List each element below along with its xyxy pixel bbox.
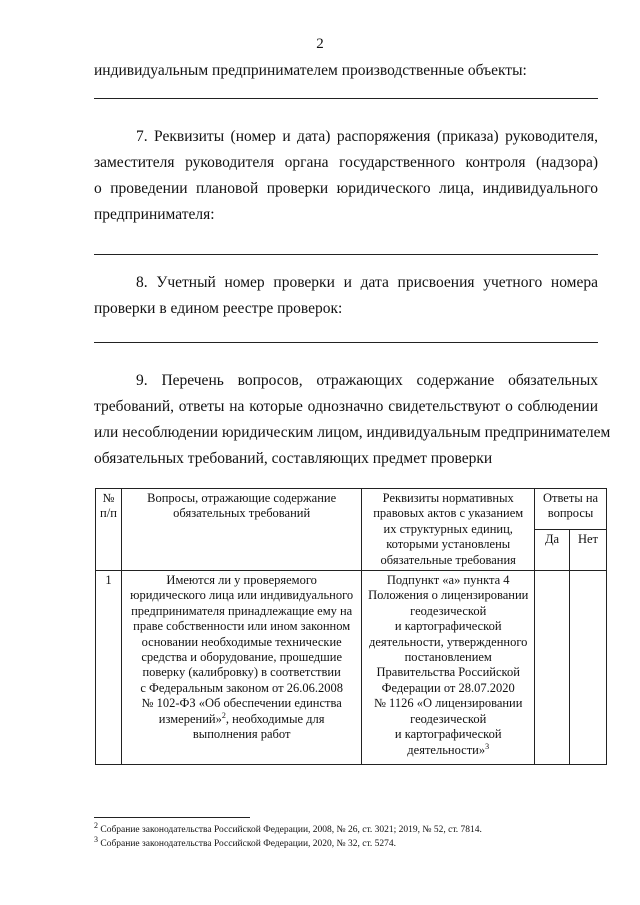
footnote-separator (94, 817, 250, 818)
paragraph-line: индивидуальным предпринимателем производственные объекты: (94, 62, 527, 79)
footnote-ref: 2 (221, 710, 226, 720)
paragraph-line: 9. Перечень вопросов, отражающих содержание обязательных (136, 372, 598, 389)
paragraph-line: предпринимателя: (94, 206, 215, 223)
answer-yes-cell[interactable] (535, 571, 570, 765)
paragraph-line: обязательных требований, составляющих предмет проверки (94, 450, 493, 467)
footnote-ref: 3 (485, 741, 490, 751)
table-row (96, 571, 607, 765)
requirements-table (95, 488, 607, 765)
header-requisites: Реквизиты нормативных правовых актов с указанием их структурных единиц, которыми установлены обязательные требования (362, 489, 535, 571)
answer-no-cell[interactable] (570, 571, 607, 765)
fill-in-line (94, 254, 598, 255)
paragraph-7 (94, 124, 598, 228)
paragraph-line: 8. Учетный номер проверки и дата присвоения учетного номера (136, 274, 598, 291)
paragraph-line: 7. Реквизиты (номер и дата) распоряжения (приказа) руководителя, (136, 128, 598, 145)
paragraph-line: или несоблюдении юридическим лицом, индивидуальным предпринимателем (94, 424, 611, 441)
paragraph-line: заместителя руководителя органа государственного контроля (надзора) (94, 154, 598, 171)
paragraph-continuation (94, 58, 598, 84)
header-no: Нет (570, 530, 607, 571)
fill-in-line (94, 342, 598, 343)
header-answers: Ответы на вопросы (535, 489, 607, 530)
row-requisites: Подпункт «а» пункта 4 Положения о лицензировании геодезической и картографической деятельности, утвержденного постановлением Правительства Российской Федерации от 28.07.2020 № 1126 «О лицензировании геодезической и картографической деятельности»$^3$ (362, 571, 535, 765)
paragraph-line: требований, ответы на которые однозначно свидетельствуют о соблюдении (94, 398, 598, 415)
row-number: 1 (96, 571, 122, 765)
row-question: Имеются ли у проверяемого юридического лица или индивидуального предпринимателя принадлежащие ему на праве собственности или ином законном основании необходимые технические средства и оборудование, прошедшие поверку (калибровку) в соответствии с Федеральным законом от 26.06.2008 № 102-ФЗ «Об обеспечении единства измерений»$^2$, необходимые для выполнения работ (121, 571, 361, 765)
header-yes: Да (535, 530, 570, 571)
fill-in-line (94, 98, 598, 99)
paragraph-line: о проведении плановой проверки юридического лица, индивидуального (94, 180, 598, 197)
footnote: $^2$ Собрание законодательства Российской Федерации, 2008, № 26, ст. 3021; 2019, № 52, ст. 7814. (94, 820, 482, 835)
paragraph-line: проверки в едином реестре проверок: (94, 300, 343, 317)
paragraph-8 (94, 270, 598, 322)
header-number: № п/п (96, 489, 122, 571)
page-number: 2 (316, 36, 324, 52)
footnote: $^3$ Собрание законодательства Российской Федерации, 2020, № 32, ст. 5274. (94, 834, 397, 849)
paragraph-9 (94, 368, 611, 472)
header-questions: Вопросы, отражающие содержание обязательных требований (121, 489, 361, 571)
